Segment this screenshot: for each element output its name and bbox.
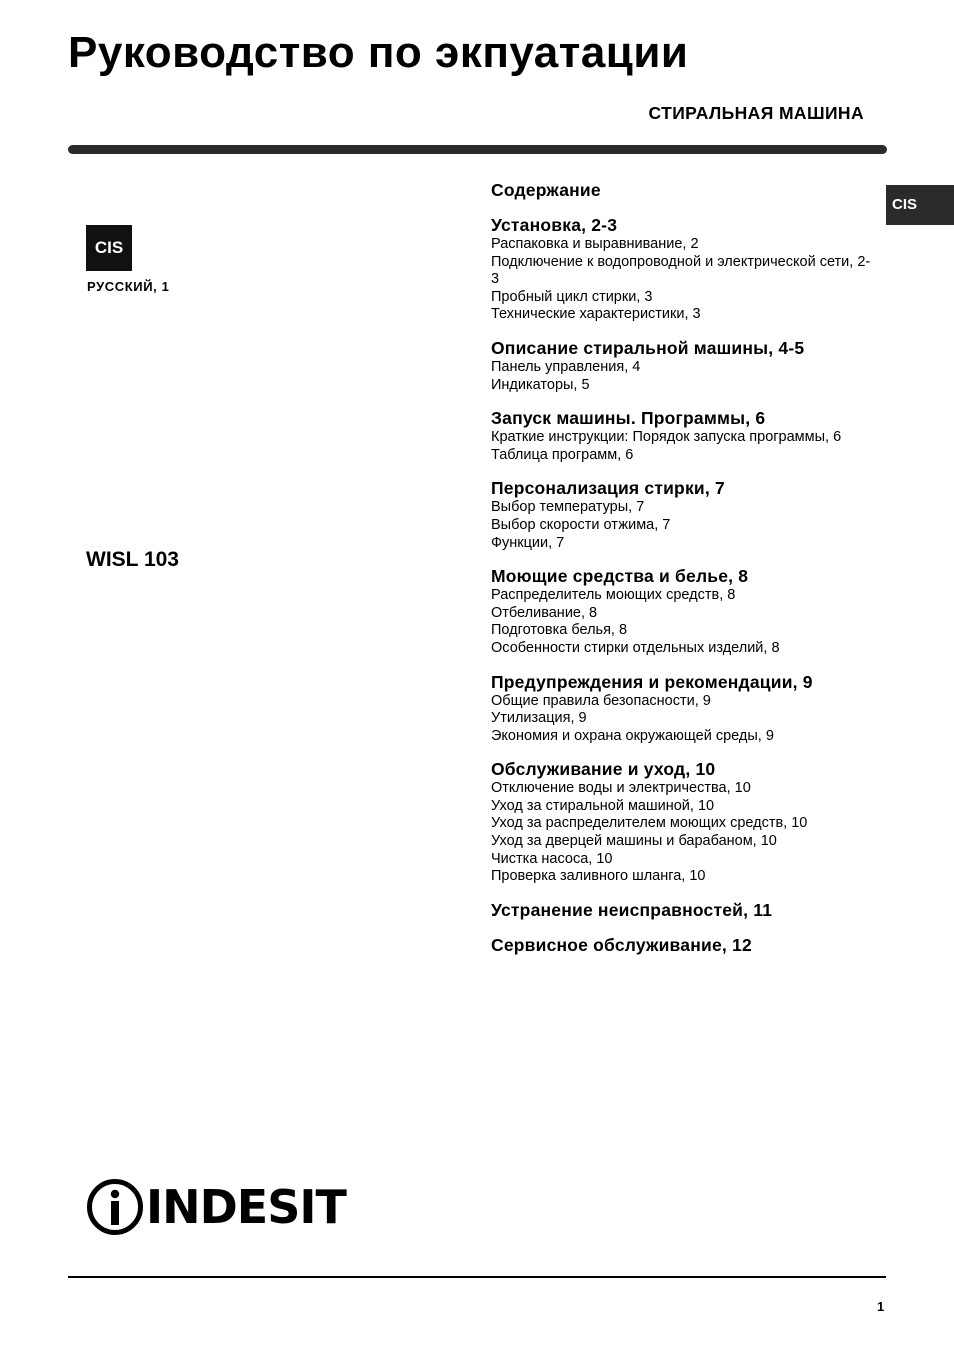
toc-entry: Таблица программ, 6 xyxy=(491,446,634,463)
toc-entry: Распаковка и выравнивание, 2 xyxy=(491,236,699,252)
indesit-logo-icon xyxy=(86,1178,144,1236)
toc-section-title: Устранение неисправностей, 11 xyxy=(491,899,773,920)
toc-entry: Пробный цикл стирки, 3 xyxy=(491,288,653,305)
toc-section-title: Установка, 2-3 xyxy=(491,215,618,235)
toc-section xyxy=(491,214,876,324)
toc-entry: Отключение воды и электричества, 10 xyxy=(491,780,751,797)
toc-section-title: Сервисное обслуживание, 12 xyxy=(491,934,752,955)
toc-entry: Экономия и охрана окружающей среды, 9 xyxy=(491,727,774,744)
model-name: WISL 103 xyxy=(86,548,179,571)
toc-entry: Уход за дверцей машины и барабаном, 10 xyxy=(491,833,777,850)
language-badge: CIS xyxy=(86,225,132,271)
toc-entry: Распределитель моющих средств, 8 xyxy=(491,587,736,604)
toc-section xyxy=(491,934,876,956)
toc-entry: Выбор скорости отжима, 7 xyxy=(491,516,671,533)
toc-section xyxy=(491,671,876,746)
toc-entry: Функции, 7 xyxy=(491,534,565,551)
toc-entry: Выбор температуры, 7 xyxy=(491,499,645,516)
toc-entry: Особенности стирки отдельных изделий, 8 xyxy=(491,639,780,656)
page-title: Руководство по экпуатации xyxy=(68,28,689,77)
toc-entry: Уход за распределителем моющих средств, 10 xyxy=(491,815,808,832)
toc-entry: Панель управления, 4 xyxy=(491,358,641,375)
toc-entry: Индикаторы, 5 xyxy=(491,376,590,393)
toc-section-title: Запуск машины. Программы, 6 xyxy=(491,408,766,429)
toc-entry: Подготовка белья, 8 xyxy=(491,622,628,639)
toc-entry: Подключение к водопроводной и электрической сети, 2-3 xyxy=(491,253,871,288)
toc-section-title: Персонализация стирки, 7 xyxy=(491,478,725,499)
toc-entry: Краткие инструкции: Порядок запуска программы, 6 xyxy=(491,429,842,446)
table-of-contents xyxy=(491,179,876,969)
toc-entry: Технические характеристики, 3 xyxy=(491,306,701,323)
brand-name: INDESIT xyxy=(146,1180,346,1234)
brand-logo xyxy=(86,1178,346,1236)
toc-section xyxy=(491,407,876,464)
toc-section-title: Обслуживание и уход, 10 xyxy=(491,759,716,780)
toc-sections xyxy=(491,214,876,956)
page-number: 1 xyxy=(877,1299,885,1314)
toc-entry: Общие правила безопасности, 9 xyxy=(491,692,711,709)
toc-section xyxy=(491,758,876,886)
top-divider xyxy=(68,145,887,154)
toc-entry: Отбеливание, 8 xyxy=(491,604,598,621)
toc-section xyxy=(491,477,876,552)
toc-section xyxy=(491,565,876,657)
toc-entry: Проверка заливного шланга, 10 xyxy=(491,868,706,885)
toc-heading: Содержание xyxy=(491,180,601,200)
toc-section xyxy=(491,899,876,921)
bottom-divider xyxy=(68,1276,886,1278)
toc-entry: Утилизация, 9 xyxy=(491,710,587,727)
language-side-tab: CIS xyxy=(886,185,954,225)
toc-entry: Уход за стиральной машиной, 10 xyxy=(491,797,715,814)
toc-section-title: Моющие средства и белье, 8 xyxy=(491,566,749,587)
toc-entry: Чистка насоса, 10 xyxy=(491,850,613,867)
toc-section-title: Предупреждения и рекомендации, 9 xyxy=(491,671,813,692)
language-label: РУССКИЙ, 1 xyxy=(87,279,170,294)
toc-section-title: Описание стиральной машины, 4-5 xyxy=(491,337,805,358)
toc-section xyxy=(491,337,876,394)
document-subtitle: СТИРАЛЬНАЯ МАШИНА xyxy=(648,103,864,123)
